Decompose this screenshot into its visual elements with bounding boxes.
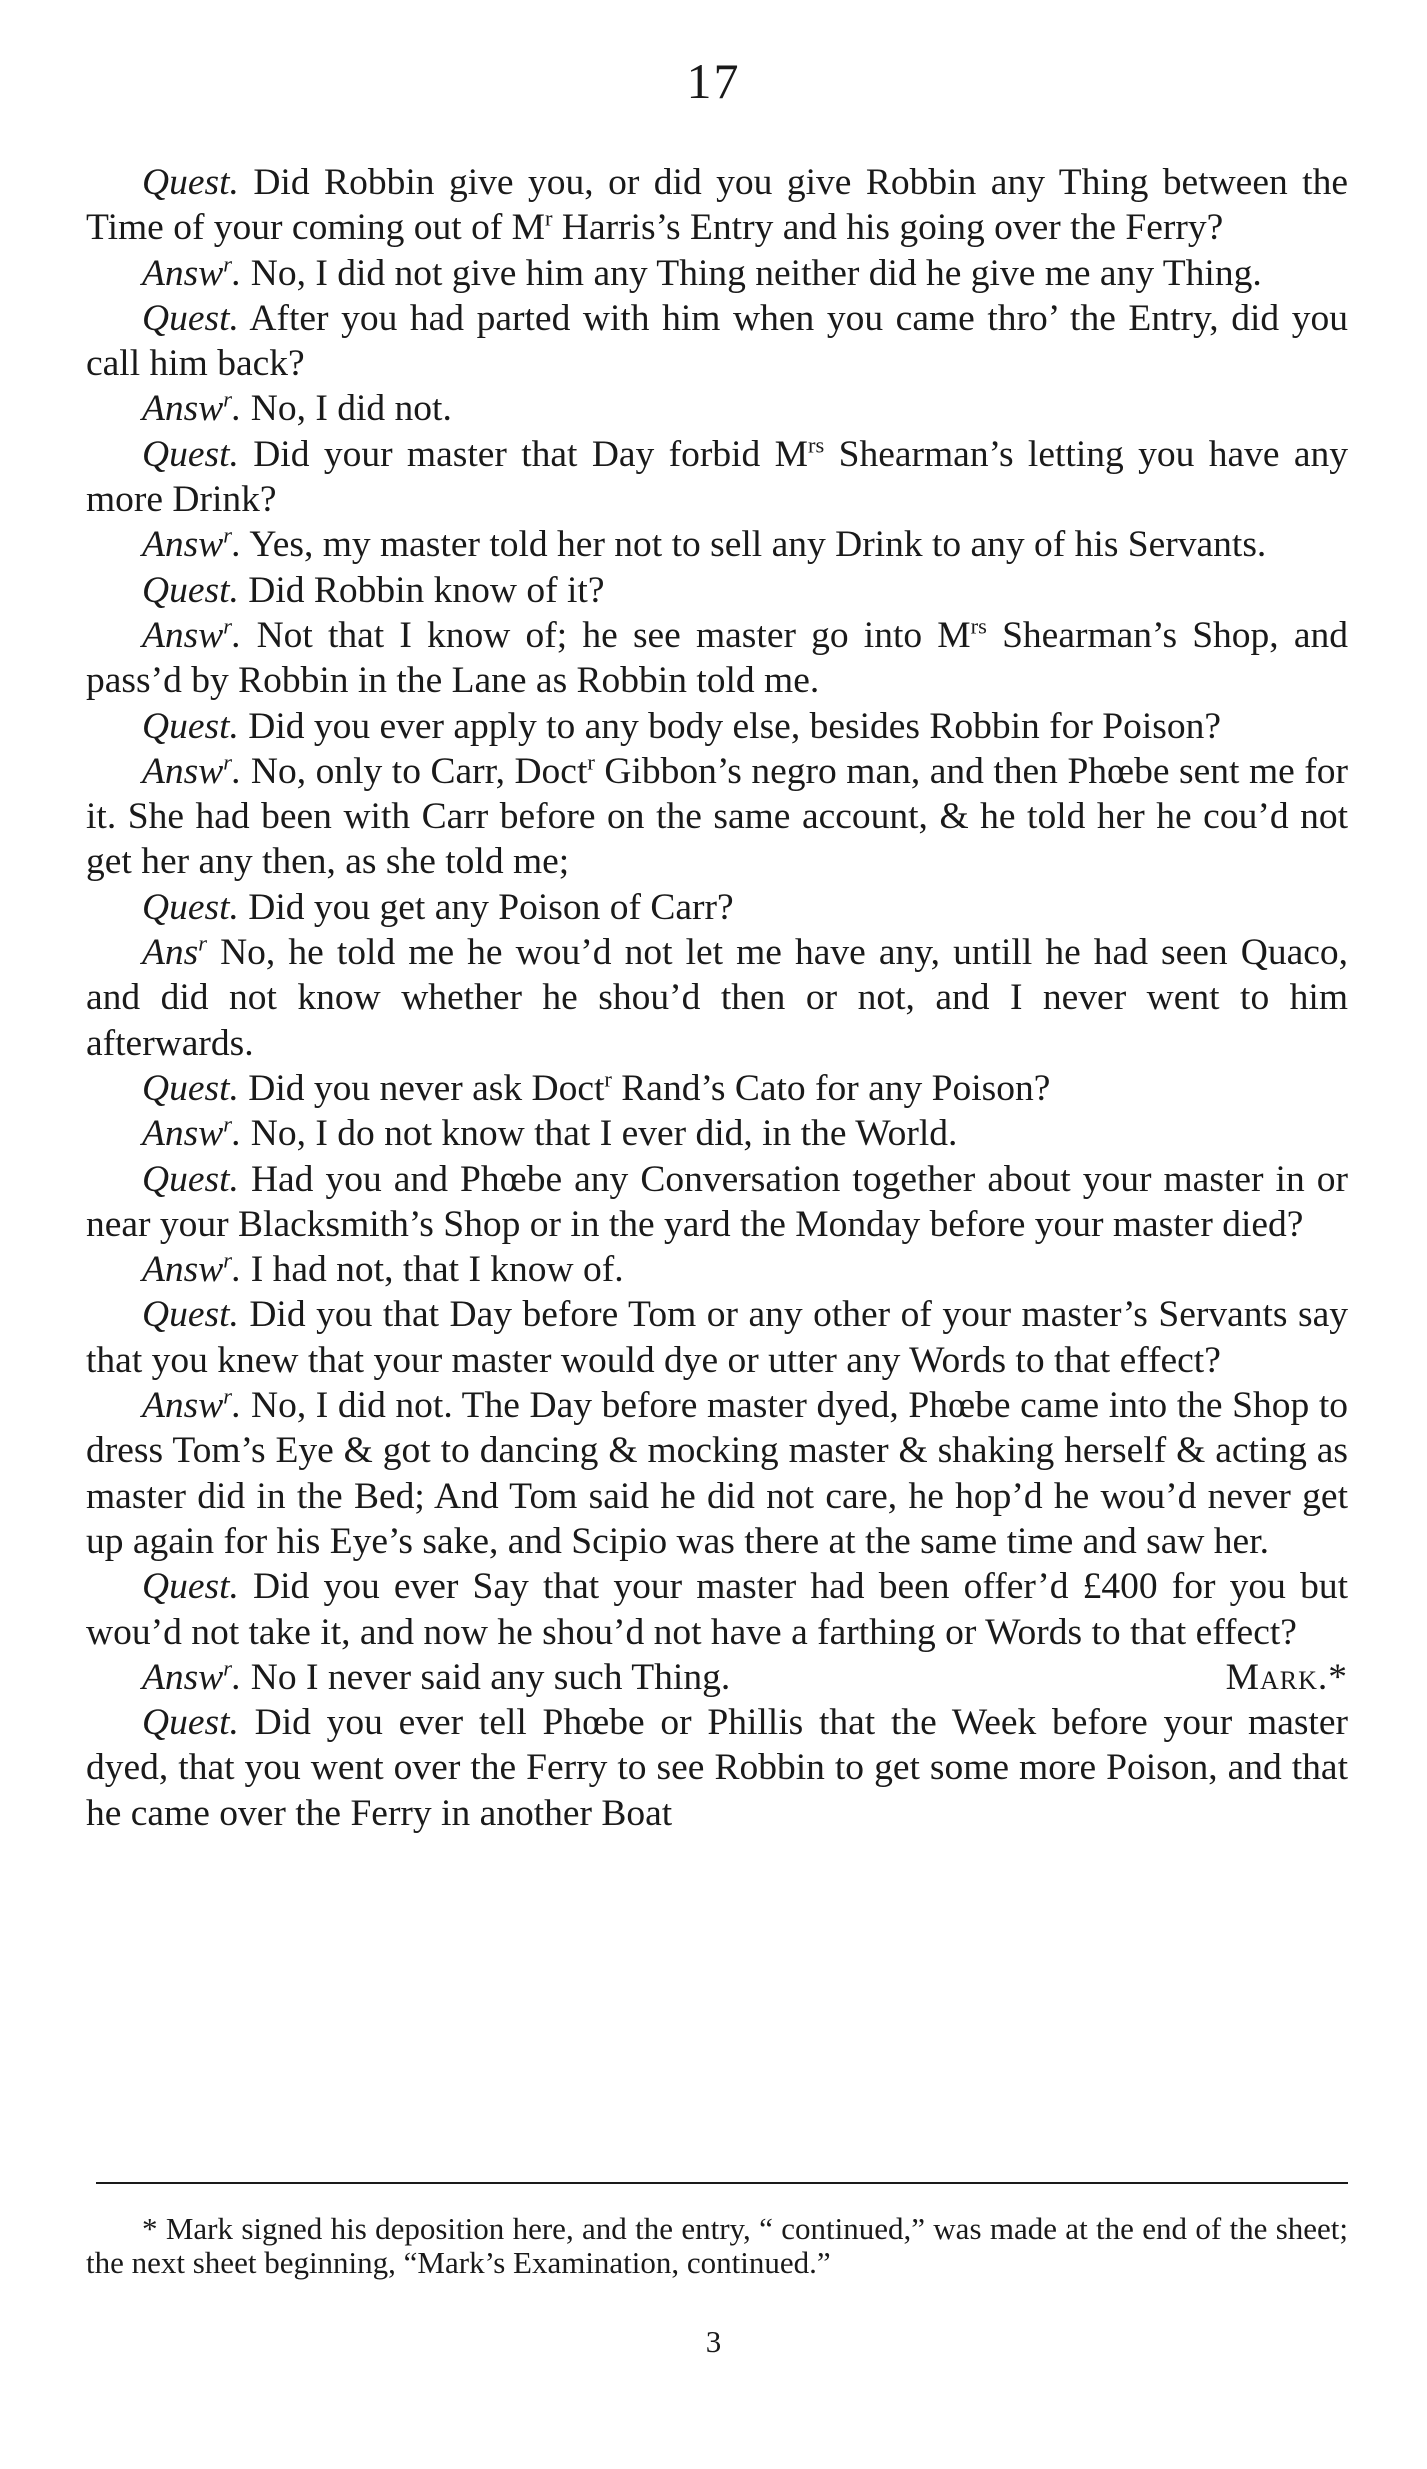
speaker-label: Quest. [142,1294,239,1336]
speaker-label: Answ$^r$. [142,1383,242,1427]
paragraph: Answ$^r$. I had not, that I know of. [142,1247,624,1291]
speaker-label: Quest. [142,886,239,928]
paragraph: Quest. After you had parted with him when you came thro’ the Entry, did you call him back? [86,297,1348,385]
speaker-label: Quest. [142,433,239,475]
speaker-label: Answ$^r$. [142,386,242,430]
paragraph: Quest. Did you get any Poison of Carr? [142,886,734,928]
paragraph: Quest. Did Robbin know of it? [142,569,605,611]
footnote-divider [96,2182,1348,2184]
paragraph: Quest. Did Robbin give you, or did you give Robbin any Thing between the Time of your coming out of $M^r$ Harris’s Entry and his going over the Ferry? [86,162,1348,249]
speaker-label: Quest. [142,1067,239,1109]
paragraph: Quest. Had you and Phœbe any Conversation together about your master in or near your Blacksmith’s Shop or in the yard the Monday before your master died? [86,1158,1348,1245]
paragraph: Ans$^r$ No, he told me he wou’d not let me have any, untill he had seen Quaco, and did not know whether he shou’d then or not, and I never went to him afterwards. [86,930,1348,1064]
paragraph: Answ$^r$. No, I do not know that I ever did, in the World. [142,1111,958,1155]
paragraph: Quest. Did you ever apply to any body else, besides Robbin for Poison? [142,705,1222,747]
speaker-label: Answ$^r$. [142,251,242,294]
speaker-label: Ans$^r$ [142,930,208,974]
sheet-signature-mark: 3 [705,2324,722,2359]
speaker-label: Quest. [142,297,239,339]
speaker-label: Quest. [142,705,239,747]
paragraph: Quest. Did you ever tell Phœbe or Phillis that the Week before your master dyed, that you went over the Ferry to see Robbin to get some more Poison, and that he came over the Ferry in another Boat [86,1702,1348,1834]
body-text [86,160,1348,1836]
speaker-label: Answ$^r$. [142,522,242,566]
speaker-label: Answ$^r$. [142,749,242,792]
speaker-label: Quest. [142,1566,239,1608]
paragraph: Answ$^r$. No, I did not. [142,386,452,430]
paragraph: Answ$^r$. No, only to Carr, Doct$^r$ Gibbon’s negro man, and then Phœbe sent me for it. She had been with Carr before on the same account, & he told her he cou’d not get her any then, as she told me; [86,749,1348,883]
speaker-label: Quest. [142,162,239,203]
speaker-label: Answ$^r$. [142,613,242,656]
speaker-label: Answ$^r$. [142,1111,242,1155]
speaker-label: Quest. [142,569,239,611]
footnote: * Mark signed his deposition here, and the entry, “ continued,” was made at the end of the sheet; the next sheet beginning, “Mark’s Examination, continued.” [86,2211,1348,2280]
paragraph: Quest. Did you never ask Doct$^r$ Rand’s Cato for any Poison? [142,1066,1051,1109]
paragraph: Answ$^r$. Not that I know of; he see master go into $M^{rs}$ Shearman’s Shop, and pass’d by Robbin in the Lane as Robbin told me. [86,613,1348,702]
paragraph: Quest. Did your master that Day forbid $M^{rs}$ Shearman’s letting you have any more Drink? [86,432,1349,521]
speaker-label: Quest. [142,1158,239,1200]
paragraph: Answ$^r$. Yes, my master told her not to sell any Drink to any of his Servants. [142,522,1267,566]
paragraph: Quest. Did you ever Say that your master had been offer’d £400 for you but wou’d not take it, and now he shou’d not have a farthing or Words to that effect? [86,1566,1348,1653]
mark-signature: Mark.* [1225,1656,1348,1698]
paragraph: Answ$^r$. No, I did not give him any Thing neither did he give me any Thing. [142,251,1262,294]
speaker-label: Answ$^r$. [142,1247,242,1291]
paragraph: Answ$^r$. No, I did not. The Day before master dyed, Phœbe came into the Shop to dress Tom’s Eye & got to dancing & mocking master & shaking herself & acting as master did in the Bed; And Tom said he did not care, he hop’d he wou’d never get up again for his Eye’s sake, and Scipio was there at the same time and saw her. [86,1383,1348,1562]
page-number: 17 [686,53,741,109]
paragraph: Quest. Did you that Day before Tom or any other of your master’s Servants say that you knew that your master would dye or utter any Words to that effect? [86,1294,1348,1381]
paragraph: Mark.* Answ$^r$. No I never said any such Thing. [86,1655,1348,1700]
speaker-label: Answ$^r$. [142,1655,242,1698]
speaker-label: Quest. [142,1702,239,1744]
